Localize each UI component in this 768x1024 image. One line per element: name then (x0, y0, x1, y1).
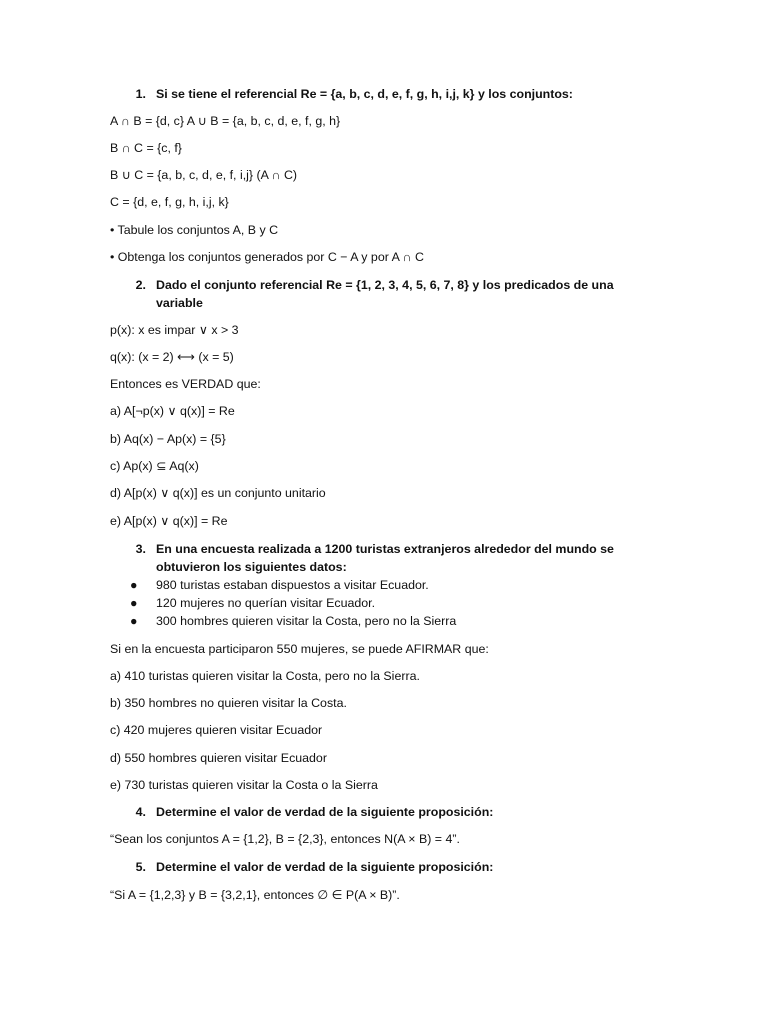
q3-option: e) 730 turistas quieren visitar la Costa o la Sierra (110, 778, 378, 792)
q5-heading: Determine el valor de verdad de la siguiente proposición: (156, 860, 494, 874)
q3-number: 3. (135, 542, 146, 556)
q1-line: B ∪ C = {a, b, c, d, e, f, i,j} (A ∩ C) (110, 168, 298, 182)
q3-bullet-item: 980 turistas estaban dispuestos a visitar Ecuador. (156, 578, 429, 592)
q3-bullet-item: 120 mujeres no querían visitar Ecuador. (156, 596, 376, 610)
q3-heading: En una encuesta realizada a 1200 turistas extranjeros alrededor del mundo se obtuvieron los siguientes datos: (156, 542, 614, 574)
q1-line: B ∩ C = {c, f} (110, 141, 182, 155)
q1-line: A ∩ B = {d, c} A ∪ B = {a, b, c, d, e, f, g, h} (110, 114, 341, 128)
q2-heading: Dado el conjunto referencial Re = {1, 2, 3, 4, 5, 6, 7, 8} y los predicados de una variable (156, 278, 614, 310)
q1-line: C = {d, e, f, g, h, i,j, k} (110, 195, 229, 209)
q2-option: e) A[p(x) ∨ q(x)] = Re (110, 514, 228, 528)
q2-line: p(x): x es impar ∨ x > 3 (110, 323, 239, 337)
q2-option: b) Aq(x) − Ap(x) = {5} (110, 432, 226, 446)
bullet-icon: ● (130, 578, 138, 592)
q3-option: c) 420 mujeres quieren visitar Ecuador (110, 723, 323, 737)
q1-number: 1. (135, 87, 146, 101)
q1-line: • Tabule los conjuntos A, B y C (110, 223, 279, 237)
q1-line: • Obtenga los conjuntos generados por C − A y por A ∩ C (110, 250, 424, 264)
q5-line: “Si A = {1,2,3} y B = {3,2,1}, entonces ∅ ∈ P(A × B)”. (110, 888, 400, 902)
bullet-icon: ● (130, 596, 138, 610)
q2-option: d) A[p(x) ∨ q(x)] es un conjunto unitario (110, 486, 326, 500)
bullet-icon: ● (130, 614, 138, 628)
q3-option: b) 350 hombres no quieren visitar la Costa. (110, 696, 347, 710)
q2-line: q(x): (x = 2) ⟷ (x = 5) (110, 350, 234, 364)
q4-heading: Determine el valor de verdad de la siguiente proposición: (156, 805, 494, 819)
q2-option: c) Ap(x) ⊆ Aq(x) (110, 459, 199, 473)
q4-number: 4. (135, 805, 146, 819)
q2-number: 2. (135, 278, 146, 292)
q3-bullet-item: 300 hombres quieren visitar la Costa, pero no la Sierra (156, 614, 457, 628)
q4-line: “Sean los conjuntos A = {1,2}, B = {2,3}, entonces N(A × B) = 4”. (110, 832, 460, 846)
q3-option: a) 410 turistas quieren visitar la Costa, pero no la Sierra. (110, 669, 420, 683)
q3-line: Si en la encuesta participaron 550 mujeres, se puede AFIRMAR que: (110, 642, 489, 656)
q2-line: Entonces es VERDAD que: (110, 377, 261, 391)
q3-option: d) 550 hombres quieren visitar Ecuador (110, 751, 327, 765)
q1-heading: Si se tiene el referencial Re = {a, b, c, d, e, f, g, h, i,j, k} y los conjuntos: (156, 87, 573, 101)
q2-option: a) A[¬p(x) ∨ q(x)] = Re (110, 404, 235, 418)
q5-number: 5. (135, 860, 146, 874)
